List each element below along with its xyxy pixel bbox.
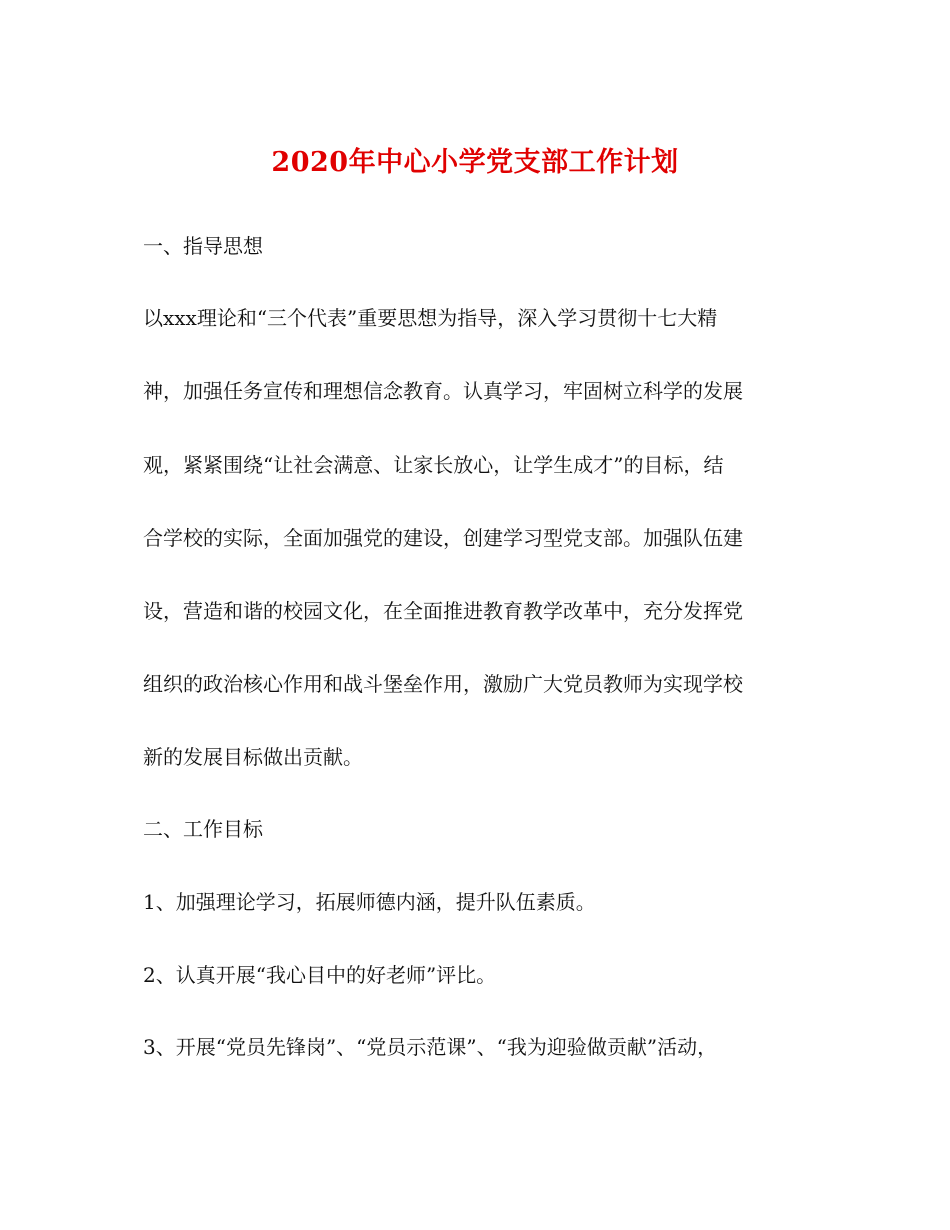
list-item: 1、加强理论学习，拓展师德内涵，提升队伍素质。	[143, 890, 596, 914]
list-item: 2、认真开展“我心目中的好老师”评比。	[143, 963, 497, 987]
paragraph-line: 观，紧紧围绕“让社会满意、让家长放心，让学生成才”的目标，结	[143, 453, 724, 477]
paragraph-line: 神，加强任务宣传和理想信念教育。认真学习，牢固树立科学的发展	[143, 379, 743, 403]
paragraph-line: 合学校的实际，全面加强党的建设，创建学习型党支部。加强队伍建	[143, 526, 743, 550]
document-title: 2020年中心小学党支部工作计划	[271, 147, 679, 178]
paragraph-line: 设，营造和谐的校园文化，在全面推进教育教学改革中，充分发挥党	[143, 599, 743, 623]
paragraph-line: 组织的政治核心作用和战斗堡垒作用，激励广大党员教师为实现学校	[143, 672, 743, 696]
paragraph-line: 新的发展目标做出贡献。	[143, 745, 363, 769]
section-heading-work-goals: 二、工作目标	[143, 817, 263, 841]
section-heading-guiding-ideology: 一、指导思想	[143, 234, 263, 258]
list-item: 3、开展“党员先锋岗”、“党员示范课”、“我为迎验做贡献”活动，	[143, 1035, 718, 1059]
paragraph-line: 以xxx理论和“三个代表”重要思想为指导，深入学习贯彻十七大精	[143, 306, 718, 330]
